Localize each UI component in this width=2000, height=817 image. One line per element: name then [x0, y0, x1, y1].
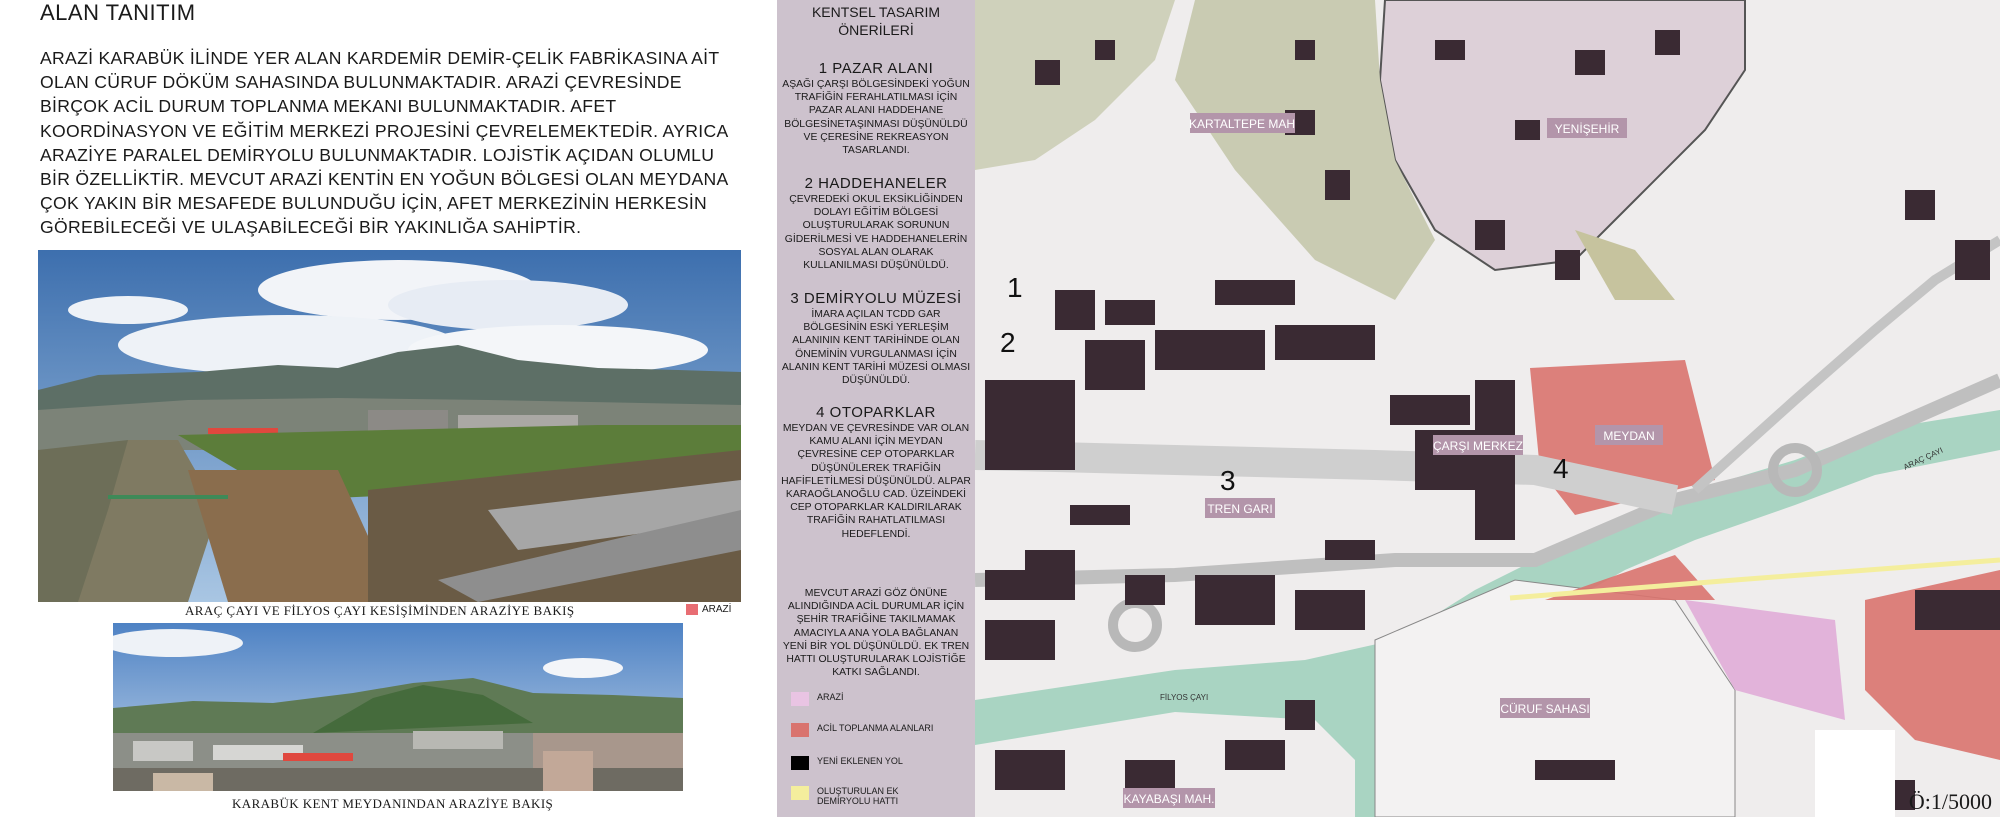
- section-title: ALAN TANITIM: [40, 0, 196, 25]
- proposal-item-pazar: [781, 60, 971, 157]
- label-carsi-merkez: ÇARŞI MERKEZ: [1432, 439, 1524, 453]
- proposal-heading: 4 OTOPARKLAR: [816, 404, 936, 421]
- legend-swatch: [791, 692, 809, 706]
- label-meydan: MEYDAN: [1603, 429, 1655, 443]
- legend-swatch: [791, 723, 809, 737]
- urban-plan-map: [975, 0, 2000, 817]
- legend-swatch: [791, 756, 809, 770]
- photo2-caption: KARABÜK KENT MEYDANINDAN ARAZİYE BAKIŞ: [232, 796, 554, 811]
- legend-item-yol: [791, 756, 903, 770]
- legend-swatch: [791, 786, 809, 800]
- label-tren-gari: TREN GARI: [1207, 502, 1273, 516]
- sidebar-title-line2: ÖNERİLERİ: [838, 22, 914, 38]
- proposal-text: AŞAĞI ÇARŞI BÖLGESİNDEKİ YOĞUN TRAFİĞİN FERAHLATILMASI İÇİN PAZAR ALANI HADDEHANE BÖLGESİNETAŞINMASI DÜŞÜNÜLDÜ VE ÇERESİNE REKREASYON TASARLANDI.: [782, 79, 970, 157]
- label-kayabasi: KAYABAŞI MAH.: [1123, 792, 1215, 806]
- label-filyos-cayi: FİLYOS ÇAYI: [1160, 693, 1209, 702]
- proposal-text: MEYDAN VE ÇEVRESİNDE VAR OLAN KAMU ALANI İÇİN MEYDAN ÇEVRESİNE CEP OTOPARKLAR DÜŞÜNÜLEREK TRAFİĞİN HAFİFLETİLMESİ DÜŞÜNÜLDÜ. ALPAR KARAOĞLANOĞLU CAD. ÜZEİNDEKİ CEP OTOPARKLAR KALDIRILARAK TRAFİĞİN RAHATLATILMASI HEDEFLENDİ.: [781, 423, 971, 540]
- photo1-legend: [686, 604, 731, 615]
- marker-4: 4: [1553, 453, 1569, 484]
- legend-label: ACİL TOPLANMA ALANLARI: [817, 723, 934, 733]
- legend-item-demiryolu: [791, 786, 937, 806]
- photo1-caption: ARAÇ ÇAYI VE FİLYOS ÇAYI KESİŞİMİNDEN ARAZİYE BAKIŞ: [185, 603, 575, 618]
- sidebar-title-line1: KENTSEL TASARIM: [811, 4, 941, 20]
- legend-item-arazi: [791, 692, 844, 706]
- proposal-heading: 3 DEMİRYOLU MÜZESİ: [790, 290, 962, 307]
- legend-item-acil: [791, 723, 933, 737]
- label-kartaltepe: KARTALTEPE MAH: [1188, 117, 1296, 131]
- proposal-item-otoparklar: [781, 404, 971, 541]
- site-intro-panel: [0, 0, 775, 817]
- proposal-heading: 2 HADDEHANELER: [804, 175, 948, 192]
- map-canvas: [975, 0, 2000, 817]
- design-proposals-sidebar: [777, 0, 975, 817]
- legend-label: ARAZİ: [817, 692, 844, 702]
- city-square-photo: [113, 623, 683, 791]
- marker-3: 3: [1220, 465, 1236, 496]
- arazi-legend-label: ARAZİ: [702, 604, 732, 615]
- label-curuf-sahasi: CÜRUF SAHASI: [1500, 702, 1590, 716]
- legend-label: OLUŞTURULAN EK DEMİRYOLU HATTI: [817, 786, 899, 806]
- proposal-item-demiryolu: [781, 290, 971, 387]
- arazi-swatch: [686, 604, 698, 615]
- legend-label: YENİ EKLENEN YOL: [817, 756, 903, 766]
- label-yenisehir: YENİŞEHİR: [1554, 122, 1620, 136]
- sidebar-title: [777, 3, 975, 39]
- river-junction-photo: [38, 250, 741, 602]
- proposal-item-haddehaneler: [781, 175, 971, 272]
- marker-2: 2: [1000, 327, 1016, 358]
- proposal-heading: 1 PAZAR ALANI: [818, 60, 934, 77]
- proposal-note: MEVCUT ARAZİ GÖZ ÖNÜNE ALINDIĞINDA ACİL DURUMLAR İÇİN ŞEHİR TRAFİĞİNE TAKILMAMAK AMACIYLA ANA YOLA BAĞLANAN YENİ BİR YOL DÜŞÜNÜLDÜ. EK TREN HATTI OLUŞTURULARAK LOJİSTİĞE KATKI SAĞLANDI.: [782, 588, 970, 679]
- site-description: ARAZİ KARABÜK İLİNDE YER ALAN KARDEMİR DEMİR-ÇELİK FABRİKASINA AİT OLAN CÜRUF DÖKÜM SAHASINDA BULUNMAKTADIR. ARAZİ ÇEVRESİNDE BİRÇOK ACİL DURUM TOPLANMA MEKANI BULUNMAKTADIR. AFET KOORDİNASYON VE EĞİTİM MERKEZİ PROJESİNİ ÇEVRELEMEKTEDİR. AYRICA ARAZİYE PARALEL DEMİRYOLU BULUNMAKTADIR. LOJİSTİK AÇIDAN OLUMLU BİR ÖZELLİKTİR. MEVCUT ARAZİ KENTİN EN YOĞUN BÖLGESİ OLAN MEYDANA ÇOK YAKIN BİR MESAFEDE BULUNDUĞU İÇİN, AFET MERKEZİNİN HERKESİN GÖREBİLECEĞİ VE ULAŞABİLECEĞİ BİR YAKINLIĞA SAHİPTİR.: [40, 48, 728, 238]
- map-scale: Ö:1/5000: [1908, 789, 1992, 814]
- marker-1: 1: [1007, 272, 1023, 303]
- proposal-text: İMARA AÇILAN TCDD GAR BÖLGESİNİN ESKİ YERLEŞİM ALANININ KENT TARİHİNDE OLAN ÖNEMİNİN VURGULANMASI İÇİN ALANIN KENT TARİHİ MÜZESİ OLMASI DÜŞÜNÜLDÜ.: [781, 309, 971, 387]
- proposal-text: ÇEVREDEKİ OKUL EKSİKLİĞİNDEN DOLAYI EĞİTİM BÖLGESİ OLUŞTURULARAK SORUNUN GİDERİLMESİ VE HADDEHANELERİN SOSYAL ALAN OLARAK KULLANILMASI DÜŞÜNÜLDÜ.: [784, 194, 968, 272]
- label-arac-cayi: ARAÇ ÇAYI: [1902, 445, 1945, 472]
